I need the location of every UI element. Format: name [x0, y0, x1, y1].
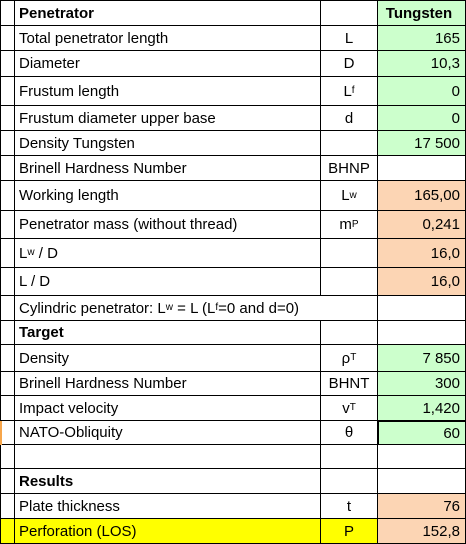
cell[interactable]: [321, 321, 378, 345]
row-symbol[interactable]: L f: [321, 77, 378, 106]
note-post: =0 and d=0): [218, 299, 300, 317]
row-label[interactable]: L w / D: [15, 239, 321, 268]
row-label[interactable]: L / D: [15, 268, 321, 296]
table-row: [0, 26, 466, 51]
row-label[interactable]: Working length: [15, 181, 321, 211]
row-symbol[interactable]: BHNP: [321, 156, 378, 181]
cell[interactable]: [378, 445, 466, 469]
l-d-value[interactable]: 16,0: [378, 268, 466, 296]
row-label[interactable]: Frustum diameter upper base: [15, 106, 321, 131]
table-row: [0, 239, 466, 268]
table-row: [0, 77, 466, 106]
cell[interactable]: [0, 156, 15, 181]
table-row: [0, 445, 466, 469]
symbol-main: L: [343, 82, 352, 100]
row-symbol[interactable]: θ: [321, 421, 378, 445]
row-label[interactable]: Density Tungsten: [15, 131, 321, 156]
cell[interactable]: [0, 445, 15, 469]
row-label[interactable]: Total penetrator length: [15, 26, 321, 51]
row-symbol[interactable]: D: [321, 51, 378, 77]
table-row: [0, 494, 466, 519]
row-symbol[interactable]: L w: [321, 181, 378, 211]
cell[interactable]: [15, 445, 321, 469]
target-header[interactable]: Target: [15, 321, 321, 345]
row-label[interactable]: Brinell Hardness Number: [15, 156, 321, 181]
table-row: [0, 396, 466, 421]
frustum-length-value[interactable]: 0: [378, 77, 466, 106]
table-row: [0, 345, 466, 372]
cell[interactable]: [378, 321, 466, 345]
bhnt-value[interactable]: 300: [378, 372, 466, 396]
note-mid: = L (L: [172, 299, 216, 317]
target-density-value[interactable]: 7 850: [378, 345, 466, 372]
cell[interactable]: [0, 519, 15, 544]
total-length-value[interactable]: 165: [378, 26, 466, 51]
cell[interactable]: [0, 131, 15, 156]
penetrator-header-row: [0, 0, 466, 26]
row-label[interactable]: Plate thickness: [15, 494, 321, 519]
cell[interactable]: [0, 26, 15, 51]
table-row: [0, 106, 466, 131]
table-row: [0, 296, 466, 321]
symbol-main: v: [342, 399, 350, 417]
bhnp-value[interactable]: [378, 156, 466, 181]
cell[interactable]: [0, 268, 15, 296]
cell[interactable]: [0, 181, 15, 211]
symbol-main: ρ: [341, 349, 351, 367]
table-row: [0, 268, 466, 296]
row-label[interactable]: Perforation (LOS): [15, 519, 321, 544]
results-header-row: [0, 469, 466, 494]
cell[interactable]: [0, 372, 15, 396]
plate-thickness-value[interactable]: 76: [378, 494, 466, 519]
row-label[interactable]: Diameter: [15, 51, 321, 77]
target-header-row: [0, 321, 466, 345]
row-label[interactable]: Brinell Hardness Number: [15, 372, 321, 396]
note-pre: Cylindric penetrator: L: [19, 299, 166, 317]
cell[interactable]: [0, 296, 15, 321]
row-label[interactable]: Frustum length: [15, 77, 321, 106]
row-symbol[interactable]: m P: [321, 211, 378, 239]
cell[interactable]: [0, 211, 15, 239]
cell[interactable]: [321, 445, 378, 469]
row-symbol[interactable]: d: [321, 106, 378, 131]
table-row: [0, 421, 466, 445]
symbol-main: m: [339, 216, 352, 233]
frustum-diameter-value[interactable]: 0: [378, 106, 466, 131]
working-length-value[interactable]: 165,00: [378, 181, 466, 211]
cell[interactable]: [0, 345, 15, 372]
impact-velocity-value[interactable]: 1,420: [378, 396, 466, 421]
cylindric-note[interactable]: Cylindric penetrator: L w = L (L f =0 and d=0): [15, 296, 378, 321]
table-row: [0, 51, 466, 77]
table-row: [0, 519, 466, 544]
row-symbol[interactable]: L: [321, 26, 378, 51]
row-marker: [0, 421, 2, 445]
row-symbol[interactable]: t: [321, 494, 378, 519]
row-symbol[interactable]: BHNT: [321, 372, 378, 396]
cell[interactable]: [0, 321, 15, 345]
table-row: [0, 181, 466, 211]
row-symbol[interactable]: P: [321, 519, 378, 544]
row-symbol[interactable]: [321, 268, 378, 296]
table-row: [0, 372, 466, 396]
tungsten-column-header[interactable]: Tungsten: [378, 0, 466, 26]
cell[interactable]: [0, 106, 15, 131]
row-label[interactable]: Density: [15, 345, 321, 372]
obliquity-value[interactable]: 60: [378, 421, 466, 445]
cell[interactable]: [0, 396, 15, 421]
cell[interactable]: [0, 0, 15, 26]
cell[interactable]: [321, 0, 378, 26]
row-label[interactable]: Impact velocity: [15, 396, 321, 421]
density-tungsten-value[interactable]: 17 500: [378, 131, 466, 156]
penetrator-header[interactable]: Penetrator: [15, 0, 321, 26]
table-row: [0, 131, 466, 156]
symbol-main: L: [341, 187, 350, 204]
row-label[interactable]: NATO-Obliquity: [15, 421, 321, 445]
cell[interactable]: [378, 469, 466, 494]
perforation-value[interactable]: 152,8: [378, 519, 466, 544]
cell[interactable]: [0, 469, 15, 494]
penetrator-mass-value[interactable]: 0,241: [378, 211, 466, 239]
row-symbol[interactable]: [321, 131, 378, 156]
label-rest: / D: [34, 244, 58, 262]
cell[interactable]: [378, 296, 466, 321]
row-label[interactable]: Penetrator mass (without thread): [15, 211, 321, 239]
cell[interactable]: [0, 239, 15, 268]
cell[interactable]: [0, 77, 15, 106]
cell[interactable]: [0, 494, 15, 519]
lw-d-value[interactable]: 16,0: [378, 239, 466, 268]
row-symbol[interactable]: ρ T: [321, 345, 378, 372]
diameter-value[interactable]: 10,3: [378, 51, 466, 77]
table-row: [0, 156, 466, 181]
results-header[interactable]: Results: [15, 469, 321, 494]
cell[interactable]: [0, 51, 15, 77]
row-symbol[interactable]: v T: [321, 396, 378, 421]
label-main: L: [19, 244, 28, 262]
cell[interactable]: [321, 469, 378, 494]
cell[interactable]: [0, 421, 15, 445]
row-symbol[interactable]: [321, 239, 378, 268]
table-row: [0, 211, 466, 239]
